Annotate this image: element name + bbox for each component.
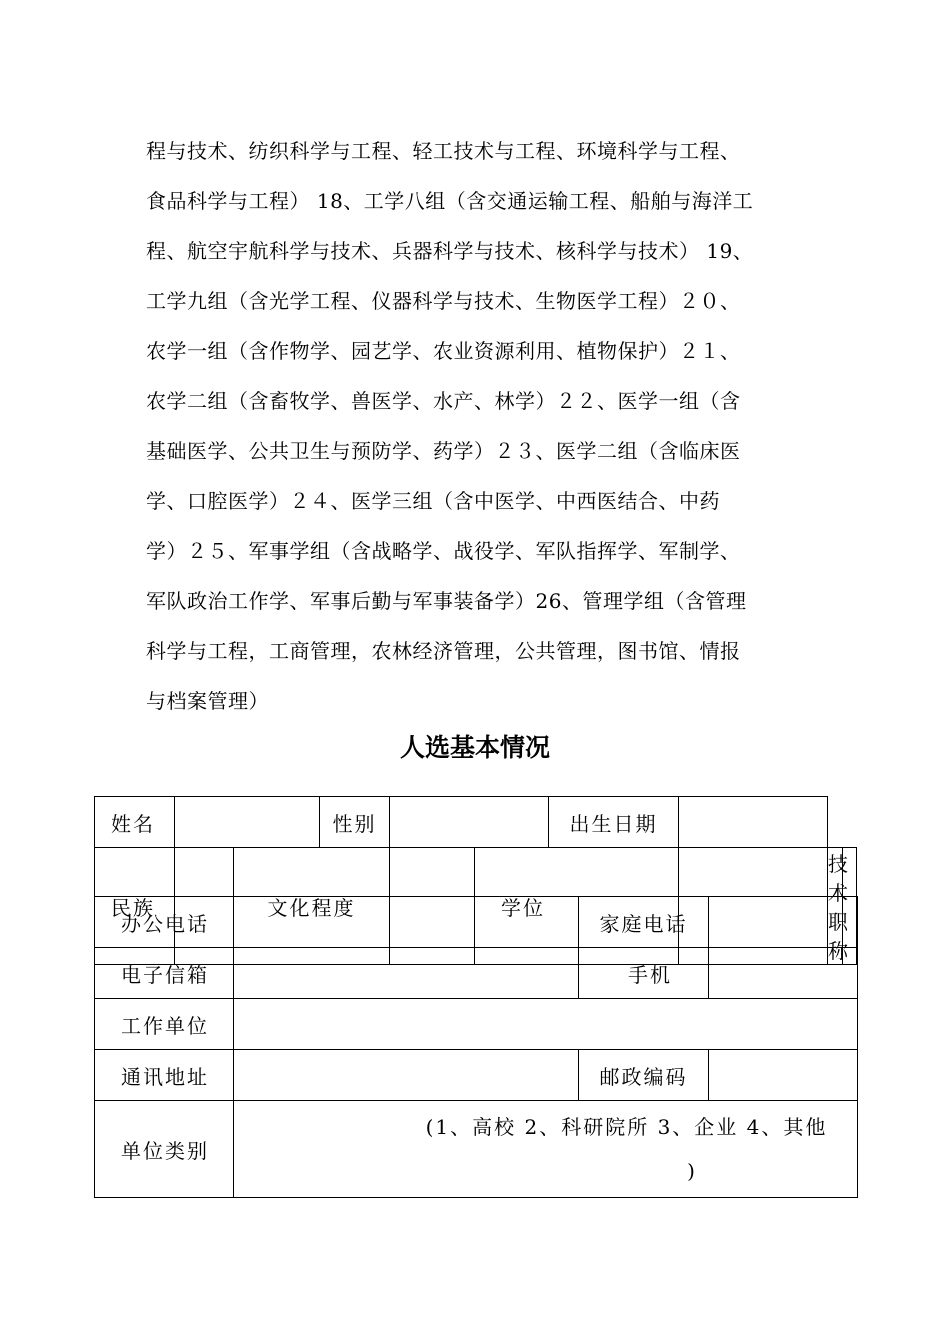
paragraph-line: 农学一组（含作物学、园艺学、农业资源利用、植物保护）２１、 bbox=[146, 339, 741, 363]
table-row bbox=[95, 1050, 858, 1101]
paragraph-line: 军队政治工作学、军事后勤与军事装备学）26、管理学组（含管理 bbox=[146, 589, 747, 613]
home-phone-field[interactable] bbox=[709, 897, 858, 948]
address-label: 通讯地址 bbox=[95, 1050, 234, 1101]
employer-label: 工作单位 bbox=[95, 999, 234, 1050]
email-label: 电子信箱 bbox=[95, 948, 234, 999]
ethnicity-label: 民族 bbox=[95, 848, 175, 965]
table-row bbox=[95, 897, 858, 948]
paragraph-line: 程与技术、纺织科学与工程、轻工技术与工程、环境科学与工程、 bbox=[146, 139, 741, 163]
paragraph-line: 农学二组（含畜牧学、兽医学、水产、林学）２２、医学一组（含 bbox=[146, 389, 741, 413]
birth-date-field[interactable] bbox=[679, 797, 828, 848]
name-label: 姓名 bbox=[95, 797, 175, 848]
table-row bbox=[95, 1101, 858, 1198]
degree-label: 学位 bbox=[475, 848, 679, 965]
address-field[interactable] bbox=[234, 1050, 579, 1101]
table-row bbox=[95, 948, 858, 999]
paragraph-line: 学、口腔医学）２４、医学三组（含中医学、中西医结合、中药 bbox=[146, 489, 720, 513]
birth-date-label: 出生日期 bbox=[549, 797, 679, 848]
office-phone-field[interactable] bbox=[234, 897, 579, 948]
employer-category-label: 单位类别 bbox=[95, 1101, 234, 1198]
employer-field[interactable] bbox=[234, 999, 858, 1050]
paragraph-line: 工学九组（含光学工程、仪器科学与技术、生物医学工程）２０、 bbox=[146, 289, 741, 313]
gender-label: 性别 bbox=[320, 797, 390, 848]
table-row bbox=[95, 797, 857, 848]
paragraph-line: 与档案管理） bbox=[146, 689, 269, 713]
paragraph-line: 学）２５、军事学组（含战略学、战役学、军队指挥学、军制学、 bbox=[146, 539, 741, 563]
gender-field[interactable] bbox=[390, 797, 549, 848]
category-options-text: (1、高校 2、科研院所 3、企业 4、其他 bbox=[425, 1115, 828, 1139]
postcode-label: 邮政编码 bbox=[579, 1050, 709, 1101]
mobile-field[interactable] bbox=[709, 948, 858, 999]
paragraph-line: 基础医学、公共卫生与预防学、药学）２３、医学二组（含临床医 bbox=[146, 439, 741, 463]
paragraph-line: 食品科学与工程） 18、工学八组（含交通运输工程、船舶与海洋工 bbox=[146, 189, 754, 213]
table-row bbox=[95, 999, 858, 1050]
education-label: 文化程度 bbox=[234, 848, 390, 965]
home-phone-label: 家庭电话 bbox=[579, 897, 709, 948]
office-phone-label: 办公电话 bbox=[95, 897, 234, 948]
paragraph-line: 科学与工程，工商管理，农林经济管理，公共管理，图书馆、情报 bbox=[146, 639, 741, 663]
paragraph-line: 程、航空宇航科学与技术、兵器科学与技术、核科学与技术） 19、 bbox=[146, 239, 754, 263]
category-options-close: ) bbox=[687, 1159, 697, 1183]
email-field[interactable] bbox=[234, 948, 579, 999]
candidate-contact-table bbox=[94, 896, 858, 1198]
name-field[interactable] bbox=[175, 797, 320, 848]
employer-category-options[interactable] bbox=[234, 1101, 858, 1198]
body-paragraph bbox=[146, 128, 816, 728]
postcode-field[interactable] bbox=[709, 1050, 858, 1101]
technical-title-label: 技术职称 bbox=[828, 848, 843, 965]
mobile-label: 手机 bbox=[579, 948, 709, 999]
section-title: 人选基本情况 bbox=[399, 733, 550, 762]
